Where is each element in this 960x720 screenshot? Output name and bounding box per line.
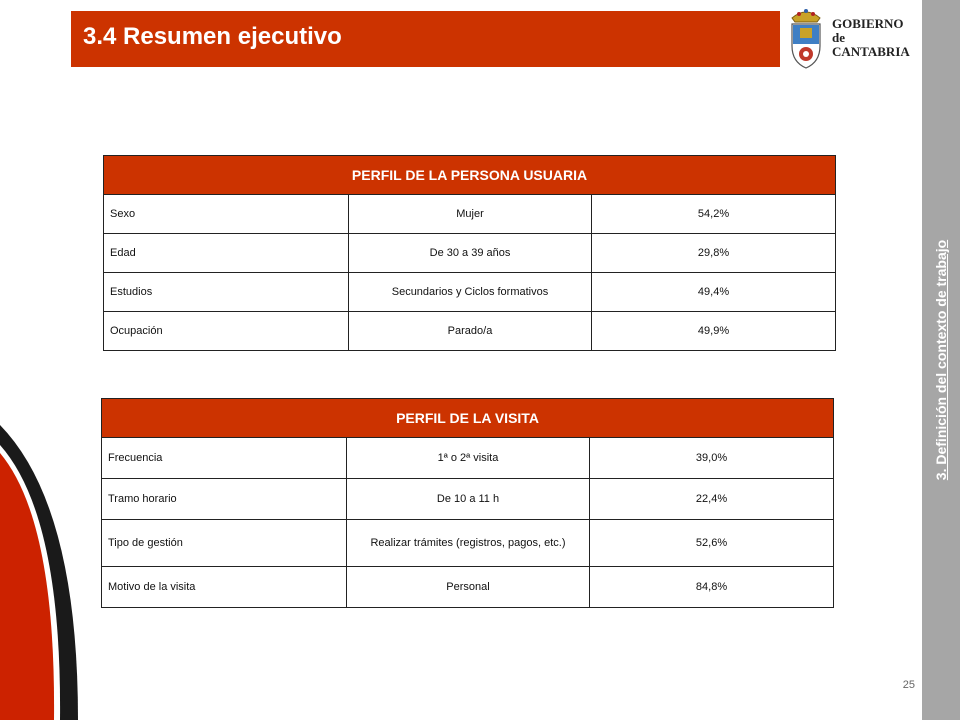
table-row (102, 567, 834, 608)
row-percent: 39,0% (590, 438, 834, 479)
row-label: Ocupación (104, 312, 349, 351)
row-percent: 49,9% (592, 312, 836, 351)
row-value: Realizar trámites (registros, pagos, etc.) (347, 520, 590, 567)
row-value: Parado/a (349, 312, 592, 351)
row-percent: 29,8% (592, 234, 836, 273)
table-row (104, 273, 836, 312)
coat-of-arms-icon (786, 6, 826, 72)
page-title: 3.4 Resumen ejecutivo (83, 23, 342, 50)
table-row (102, 438, 834, 479)
row-value: Mujer (349, 195, 592, 234)
row-percent: 52,6% (590, 520, 834, 567)
row-label: Sexo (104, 195, 349, 234)
row-label: Tipo de gestión (102, 520, 347, 567)
row-label: Motivo de la visita (102, 567, 347, 608)
row-value: Secundarios y Ciclos formativos (349, 273, 592, 312)
row-value: 1ª o 2ª visita (347, 438, 590, 479)
section-label: 3. Definición del contexto de trabajo (933, 239, 949, 481)
row-label: Tramo horario (102, 479, 347, 520)
table-row (104, 195, 836, 234)
row-value: Personal (347, 567, 590, 608)
row-percent: 22,4% (590, 479, 834, 520)
gobierno-cantabria-logo (786, 6, 920, 72)
table-title: PERFIL DE LA VISITA (102, 399, 834, 438)
row-label: Estudios (104, 273, 349, 312)
decorative-curve (0, 385, 80, 720)
title-bar (71, 11, 780, 67)
row-percent: 54,2% (592, 195, 836, 234)
perfil-usuaria-table (103, 155, 836, 351)
table-title: PERFIL DE LA PERSONA USUARIA (104, 156, 836, 195)
table-row (102, 520, 834, 567)
table-row (104, 312, 836, 351)
row-percent: 49,4% (592, 273, 836, 312)
table-row (104, 234, 836, 273)
row-percent: 84,8% (590, 567, 834, 608)
table-row (102, 479, 834, 520)
page-number: 25 (902, 679, 915, 691)
row-label: Edad (104, 234, 349, 273)
perfil-visita-table (101, 398, 834, 608)
logo-wordmark: GOBIERNO de CANTABRIA (832, 16, 910, 59)
row-value: De 10 a 11 h (347, 479, 590, 520)
row-label: Frecuencia (102, 438, 347, 479)
row-value: De 30 a 39 años (349, 234, 592, 273)
